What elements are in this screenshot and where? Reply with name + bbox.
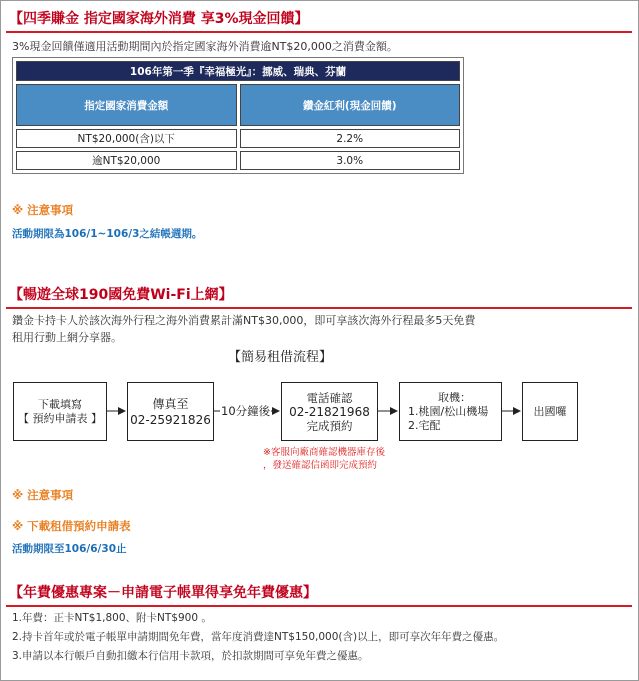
step3-text: 電話確認 — [306, 390, 353, 405]
step1-text: 下載填寫 — [38, 397, 82, 411]
table-header-region: 106年第一季『幸福極光』：挪威、瑞典、芬蘭 — [16, 61, 460, 81]
download-form-link[interactable]: ※ 下載租借預約申請表 — [12, 519, 131, 533]
list-item: 3.申請以本行帳戶自動扣繳本行信用卡款項，於扣款期間可享免年費之優惠。 — [12, 650, 369, 662]
flow-step-fax — [127, 382, 214, 441]
step1-form-link[interactable]: 【 預約申請表 】 — [18, 411, 102, 425]
flow-title: 【簡易租借流程】 — [228, 350, 333, 365]
flow-red-note-line2: ，發送確認信函即完成預約 — [263, 460, 378, 471]
table-cell-rate: 2.2% — [240, 129, 461, 148]
table-cell-amount: NT$20,000(含)以下 — [16, 129, 237, 148]
table-col-amount: 指定國家消費金額 — [16, 84, 237, 126]
step2-text: 傳真至 — [152, 396, 189, 411]
section-title-wifi: 【暢遊全球190國免費Wi-Fi上網】 — [6, 285, 632, 309]
table-cell-amount: 逾NT$20,000 — [16, 151, 237, 170]
section-title-cashback: 【四季賺金 指定國家海外消費 享3%現金回饋】 — [6, 9, 632, 33]
wifi-period: 活動期限至106/6/30止 — [12, 543, 127, 555]
flow-red-note-line1: ※客服向廠商確認機器庫存後 — [263, 447, 385, 458]
notes-link[interactable]: ※ 注意事項 — [12, 488, 74, 502]
notes-link[interactable]: ※ 注意事項 — [12, 203, 74, 217]
cashback-description: 3%現金回饋僅適用活動期間內於指定國家海外消費逾NT$20,000之消費金額。 — [12, 40, 398, 53]
phone-number: 02-21821968 — [289, 404, 370, 419]
step3-done: 完成預約 — [306, 418, 353, 433]
section-title-annual-fee: 【年費優惠專案－申請電子帳單得享免年費優惠】 — [6, 583, 632, 607]
wifi-description-line1: 鑽金卡持卡人於該次海外行程之海外消費累計滿NT$30,000，即可享該次海外行程最多5天免費 — [12, 314, 476, 327]
pickup-airport: 1.桃園/松山機場 — [408, 404, 489, 418]
flow-step-phone — [281, 382, 378, 441]
cashback-period: 活動期限為106/1~106/3之結帳週期。 — [12, 228, 203, 240]
fax-number: 02-25921826 — [130, 412, 211, 427]
step4-text: 取機： — [438, 390, 471, 404]
pickup-delivery: 2.宅配 — [408, 418, 441, 432]
wifi-description-line2: 租用行動上網分享器。 — [12, 331, 122, 344]
arrow-label-10min: 10分鐘後 — [221, 404, 271, 418]
step5-text: 出國囉 — [533, 404, 567, 418]
table-cell-rate: 3.0% — [240, 151, 461, 170]
list-item: 2.持卡首年或於電子帳單申請期間免年費，當年度消費達NT$150,000(含)以上，即可享次年年費之優惠。 — [12, 631, 505, 643]
flow-step-pickup — [399, 382, 502, 441]
list-item: 1.年費：正卡NT$1,800、附卡NT$900 。 — [12, 612, 212, 624]
flow-step-download[interactable] — [13, 382, 107, 441]
flow-step-depart — [522, 382, 578, 441]
table-col-rebate: 鑽金紅利(現金回饋) — [240, 84, 461, 126]
